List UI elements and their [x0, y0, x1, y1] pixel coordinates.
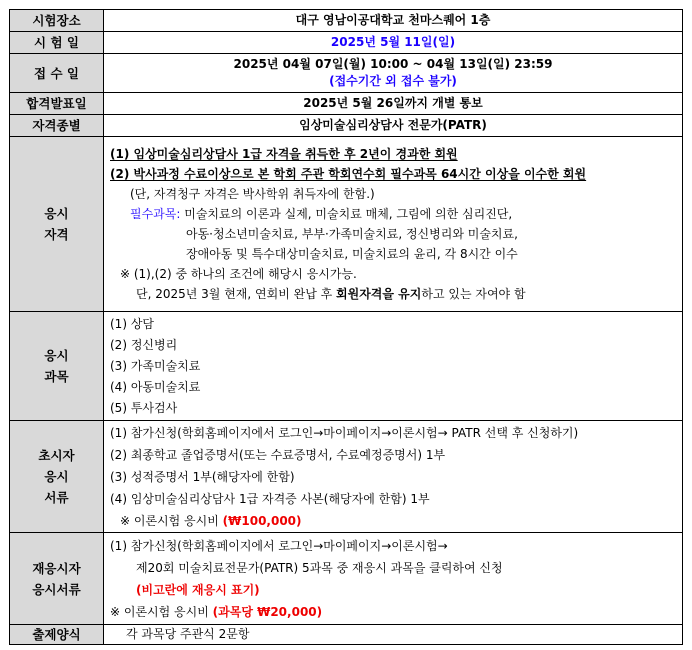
- row-first-docs: [10, 421, 683, 533]
- eligibility-condition-2-note: (단, 자격청구 자격은 박사학위 취득자에 한함.): [130, 187, 375, 201]
- exam-date-label: 시 험 일: [10, 32, 104, 54]
- first-doc-item: (1) 참가신청(학회홈페이지에서 로그인→마이페이지→이론시험→ PATR 선택 후 신청하기): [110, 425, 579, 440]
- row-result-date: [10, 93, 683, 115]
- required-subjects-label: 필수과목:: [130, 207, 181, 221]
- retake-doc-line-3: (비고란에 재응시 표기): [136, 582, 260, 597]
- retake-doc-line-2: 제20회 미술치료전문가(PATR) 5과목 중 재응시 과목을 클릭하여 신청: [136, 560, 503, 575]
- row-retake-docs: [10, 533, 683, 625]
- venue-label: 시험장소: [10, 10, 104, 32]
- first-doc-item: (3) 성적증명서 1부(해당자에 한함): [110, 469, 295, 484]
- eligibility-label: 응시 자격: [10, 137, 104, 312]
- subject-item: (1) 상담: [110, 316, 154, 331]
- required-subjects-line-2: 아동·청소년미술치료, 부부·가족미술치료, 정신병리와 미술치료,: [186, 227, 518, 241]
- retake-docs-list: [104, 533, 683, 625]
- row-subjects: [10, 312, 683, 421]
- result-date-value: 2025년 5월 26일까지 개별 통보: [104, 93, 683, 115]
- result-date-label: 합격발표일: [10, 93, 104, 115]
- subjects-list: [104, 312, 683, 421]
- first-docs-list: [104, 421, 683, 533]
- registration-note: (접수기간 외 접수 불가): [329, 74, 457, 88]
- row-venue: [10, 10, 683, 32]
- first-docs-label: 초시자 응시 서류: [10, 421, 104, 533]
- first-doc-item: (2) 최종학교 졸업증명서(또는 수료증명서, 수료예정증명서) 1부: [110, 447, 446, 462]
- row-registration: [10, 54, 683, 93]
- row-format: [10, 625, 683, 645]
- exam-date-value: 2025년 5월 11일(일): [104, 32, 683, 54]
- required-subjects-line-3: 장애아동 및 특수대상미술치료, 미술치료의 윤리, 각 8시간 이수: [186, 247, 518, 261]
- format-value: 각 과목당 주관식 2문항: [104, 625, 683, 645]
- registration-label: 접 수 일: [10, 54, 104, 93]
- eligibility-note-1: ※ (1),(2) 중 하나의 조건에 해당시 응시가능.: [120, 267, 357, 281]
- venue-value: 대구 영남이공대학교 천마스퀘어 1층: [104, 10, 683, 32]
- retake-doc-line-1: (1) 참가신청(학회홈페이지에서 로그인→마이페이지→이론시험→: [110, 538, 448, 553]
- subject-item: (4) 아동미술치료: [110, 379, 201, 394]
- retake-docs-label: 재응시자 응시서류: [10, 533, 104, 625]
- eligibility-condition-1: (1) 임상미술심리상담사 1급 자격을 취득한 후 2년이 경과한 회원: [110, 147, 458, 161]
- exam-info-table: [9, 9, 683, 645]
- qualification-type-value: 임상미술심리상담사 전문가(PATR): [104, 115, 683, 137]
- first-doc-item: (4) 임상미술심리상담사 1급 자격증 사본(해당자에 한함) 1부: [110, 491, 430, 506]
- row-qualification-type: [10, 115, 683, 137]
- row-exam-date: [10, 32, 683, 54]
- first-docs-fee: ※ 이론시험 응시비 (₩100,000): [120, 513, 302, 528]
- format-label: 출제양식: [10, 625, 104, 645]
- subjects-label: 응시 과목: [10, 312, 104, 421]
- retake-docs-fee: ※ 이론시험 응시비 (과목당 ₩20,000): [110, 604, 323, 619]
- subject-item: (3) 가족미술치료: [110, 358, 201, 373]
- eligibility-content: [104, 137, 683, 312]
- eligibility-condition-2: (2) 박사과정 수료이상으로 본 학회 주관 학회연수회 필수과목 64시간 이상을 이수한 회원: [110, 167, 587, 181]
- subject-item: (5) 투사검사: [110, 400, 178, 415]
- registration-period: 2025년 04월 07일(월) 10:00 ~ 04월 13일(일) 23:59: [233, 57, 553, 71]
- eligibility-note-2: 단, 2025년 3월 현재, 연회비 완납 후 회원자격을 유지하고 있는 자여야 함: [136, 287, 526, 301]
- qualification-type-label: 자격종별: [10, 115, 104, 137]
- row-eligibility: [10, 137, 683, 312]
- subject-item: (2) 정신병리: [110, 337, 178, 352]
- required-subjects-line-1: 미술치료의 이론과 실제, 미술치료 매체, 그림에 의한 심리진단,: [184, 207, 513, 221]
